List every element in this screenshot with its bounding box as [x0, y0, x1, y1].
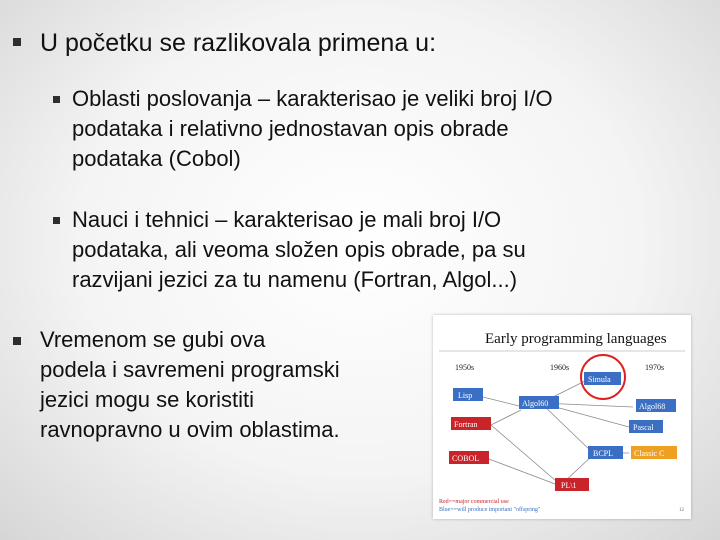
- node-bcpl-label: BCPL: [593, 449, 614, 458]
- legend-red: Red==major commercial use: [439, 499, 509, 505]
- bullet-text-line: podela i savremeni programski: [40, 357, 340, 382]
- node-classic-c-label: Classic C: [634, 449, 665, 458]
- node-pl1-label: PL\1: [561, 481, 577, 490]
- diagram-page-number: 12: [679, 508, 684, 513]
- diagram-svg: [433, 315, 691, 519]
- decade-label: 1960s: [550, 363, 570, 372]
- sub-bullet-marker: [53, 217, 60, 224]
- bullet-text-line: ravnopravno u ovim oblastima.: [40, 417, 340, 442]
- sub-bullet-text-line: Nauci i tehnici – karakterisao je mali broj I/O: [72, 207, 502, 232]
- sub-bullet-text-line: razvijani jezici za tu namenu (Fortran, Algol...): [72, 267, 518, 292]
- node-fortran-label: Fortran: [454, 420, 478, 429]
- diagram-title: Early programming languages: [485, 331, 667, 347]
- sub-bullet-text-line: podataka (Cobol): [72, 146, 241, 171]
- node-simula-label: Simula: [588, 375, 611, 384]
- bullet-text: U početku se razlikovala primena u:: [40, 29, 437, 57]
- node-lisp-label: Lisp: [458, 391, 473, 400]
- node-algol60-label: Algol60: [522, 399, 549, 408]
- sub-bullet-text-line: Oblasti poslovanja – karakterisao je veliki broj I/O: [72, 86, 553, 111]
- legend-blue: Blue==will produce important "offspring": [439, 507, 541, 513]
- node-cobol-label: COBOL: [452, 454, 480, 463]
- decade-label: 1950s: [455, 363, 475, 372]
- sub-bullet-marker: [53, 96, 60, 103]
- bullet-marker: [13, 337, 21, 345]
- decade-label: 1970s: [645, 363, 665, 372]
- early-languages-diagram: [433, 315, 691, 519]
- node-pascal-label: Pascal: [633, 423, 654, 432]
- sub-bullet-text-line: podataka, ali veoma složen opis obrade, pa su: [72, 237, 526, 262]
- node-algol68-label: Algol68: [639, 402, 666, 411]
- bullet-text-line: Vremenom se gubi ova: [40, 327, 266, 352]
- bullet-text-line: jezici mogu se koristiti: [40, 387, 254, 412]
- sub-bullet-text-line: podataka i relativno jednostavan opis obrade: [72, 116, 509, 141]
- bullet-marker: [13, 38, 21, 46]
